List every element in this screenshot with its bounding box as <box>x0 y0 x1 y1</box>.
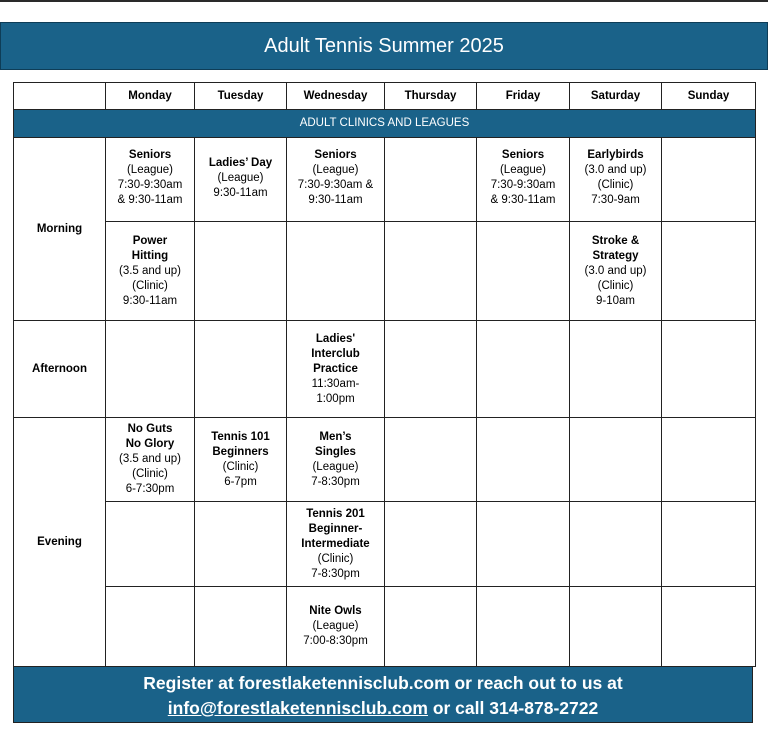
event-detail: 7:30-9:30am <box>117 179 183 191</box>
empty-cell <box>106 587 195 667</box>
event-title: Seniors <box>501 149 545 161</box>
event-detail: 7-8:30pm <box>311 567 360 580</box>
event-detail: 9:30-11am <box>308 194 363 206</box>
event-detail: 7:30-9:30am & <box>297 179 374 191</box>
event-detail: (Clinic) <box>597 179 634 191</box>
empty-cell <box>385 321 477 418</box>
event-cell <box>195 138 287 222</box>
day-header-monday: Monday <box>106 83 195 110</box>
event-detail: 7:30-9:30am <box>490 179 556 191</box>
event-cell <box>106 418 195 502</box>
empty-cell <box>477 587 570 667</box>
event-detail: (Clinic) <box>132 468 168 480</box>
event-cell <box>570 138 662 222</box>
day-header-wednesday: Wednesday <box>287 83 385 110</box>
event-title: Singles <box>315 445 356 458</box>
empty-cell <box>106 321 195 418</box>
event-detail: (3.0 and up) <box>584 264 647 277</box>
event-detail: 6-7pm <box>224 475 257 488</box>
event-cell <box>287 138 385 222</box>
event-detail: (League) <box>312 460 359 473</box>
period-afternoon: Afternoon <box>14 321 106 418</box>
top-rule <box>0 0 768 2</box>
empty-cell <box>195 502 287 587</box>
event-title: No Guts <box>127 423 173 435</box>
empty-cell <box>477 321 570 418</box>
event-title: Hitting <box>131 249 169 262</box>
section-label: ADULT CLINICS AND LEAGUES <box>14 110 756 138</box>
event-title: Power <box>132 234 168 247</box>
event-cell <box>287 587 385 667</box>
event-detail: (League) <box>499 164 547 176</box>
footer-banner <box>13 666 753 723</box>
event-title: Ladies’ Day <box>208 157 273 169</box>
empty-cell <box>385 138 477 222</box>
day-header-tuesday: Tuesday <box>195 83 287 110</box>
event-title: Men’s <box>319 430 352 443</box>
event-detail: 9-10am <box>596 294 635 307</box>
event-title: Strategy <box>592 249 639 262</box>
corner-cell <box>14 83 106 110</box>
event-title: Beginners <box>212 445 269 458</box>
day-header-saturday: Saturday <box>570 83 662 110</box>
empty-cell <box>385 418 477 502</box>
empty-cell <box>195 222 287 321</box>
morning-row-2 <box>14 222 756 321</box>
event-detail: 9:30-11am <box>122 294 178 307</box>
empty-cell <box>662 222 756 321</box>
empty-cell <box>662 418 756 502</box>
event-title: Tennis 201 <box>306 507 365 520</box>
event-title: Interclub <box>311 347 360 360</box>
event-cell <box>106 222 195 321</box>
event-detail: 7:00-8:30pm <box>303 635 368 647</box>
event-detail: & 9:30-11am <box>117 194 183 206</box>
empty-cell <box>662 138 756 222</box>
empty-cell <box>477 502 570 587</box>
empty-cell <box>195 321 287 418</box>
empty-cell <box>477 222 570 321</box>
day-header-thursday: Thursday <box>385 83 477 110</box>
empty-cell <box>570 321 662 418</box>
day-header-friday: Friday <box>477 83 570 110</box>
event-detail: (League) <box>312 620 359 632</box>
event-detail: (League) <box>312 164 359 176</box>
empty-cell <box>570 587 662 667</box>
empty-cell <box>195 587 287 667</box>
event-cell <box>477 138 570 222</box>
event-detail: 9:30-11am <box>213 187 268 199</box>
event-title: Beginner- <box>308 522 363 535</box>
event-detail: (Clinic) <box>597 279 634 292</box>
period-morning: Morning <box>14 138 106 321</box>
event-detail: 6-7:30pm <box>125 483 175 495</box>
event-detail: 1:00pm <box>316 392 355 405</box>
event-title: Seniors <box>314 149 357 161</box>
page-title: Adult Tennis Summer 2025 <box>0 22 768 70</box>
period-evening: Evening <box>14 418 106 667</box>
event-title: Ladies' <box>315 332 356 345</box>
empty-cell <box>287 222 385 321</box>
morning-row-1 <box>14 138 756 222</box>
event-cell <box>287 321 385 418</box>
afternoon-row <box>14 321 756 418</box>
event-title: Stroke & <box>591 234 640 247</box>
empty-cell <box>385 502 477 587</box>
empty-cell <box>662 502 756 587</box>
empty-cell <box>570 502 662 587</box>
event-title: Nite Owls <box>309 605 362 617</box>
event-detail: 7-8:30pm <box>311 475 360 488</box>
event-detail: & 9:30-11am <box>490 194 556 206</box>
event-title: Tennis 101 <box>211 430 270 443</box>
empty-cell <box>662 587 756 667</box>
event-detail: (3.0 and up) <box>584 164 647 176</box>
empty-cell <box>385 587 477 667</box>
event-title: Earlybirds <box>587 149 644 161</box>
phone-text: or call 314-878-2722 <box>427 698 599 718</box>
event-detail: (League) <box>217 172 264 184</box>
event-detail: (3.5 and up) <box>118 453 181 465</box>
event-title: Intermediate <box>301 537 370 550</box>
empty-cell <box>106 502 195 587</box>
evening-row-2 <box>14 502 756 587</box>
day-header-sunday: Sunday <box>662 83 756 110</box>
empty-cell <box>570 418 662 502</box>
evening-row-1 <box>14 418 756 502</box>
event-cell <box>570 222 662 321</box>
evening-row-3 <box>14 587 756 667</box>
event-cell <box>287 418 385 502</box>
event-cell <box>106 138 195 222</box>
footer-line-2 <box>14 696 752 721</box>
empty-cell <box>477 418 570 502</box>
empty-cell <box>662 321 756 418</box>
event-title: Seniors <box>128 149 172 161</box>
event-detail: (3.5 and up) <box>118 264 181 277</box>
event-title: No Glory <box>125 438 175 450</box>
event-detail: (Clinic) <box>222 460 259 473</box>
event-detail: (League) <box>126 164 174 176</box>
event-cell <box>287 502 385 587</box>
schedule-table <box>13 82 756 667</box>
empty-cell <box>385 222 477 321</box>
section-row <box>14 110 756 138</box>
footer-line-1: Register at forestlaketennisclub.com or reach out to us at <box>143 673 623 693</box>
event-detail: (Clinic) <box>317 552 354 565</box>
event-detail: (Clinic) <box>132 279 168 292</box>
event-detail: 11:30am- <box>311 377 360 390</box>
event-detail: 7:30-9am <box>591 194 640 206</box>
email-link[interactable]: info@forestlaketennisclub.com <box>167 698 428 718</box>
event-cell <box>195 418 287 502</box>
header-row <box>14 83 756 110</box>
event-title: Practice <box>313 362 358 375</box>
